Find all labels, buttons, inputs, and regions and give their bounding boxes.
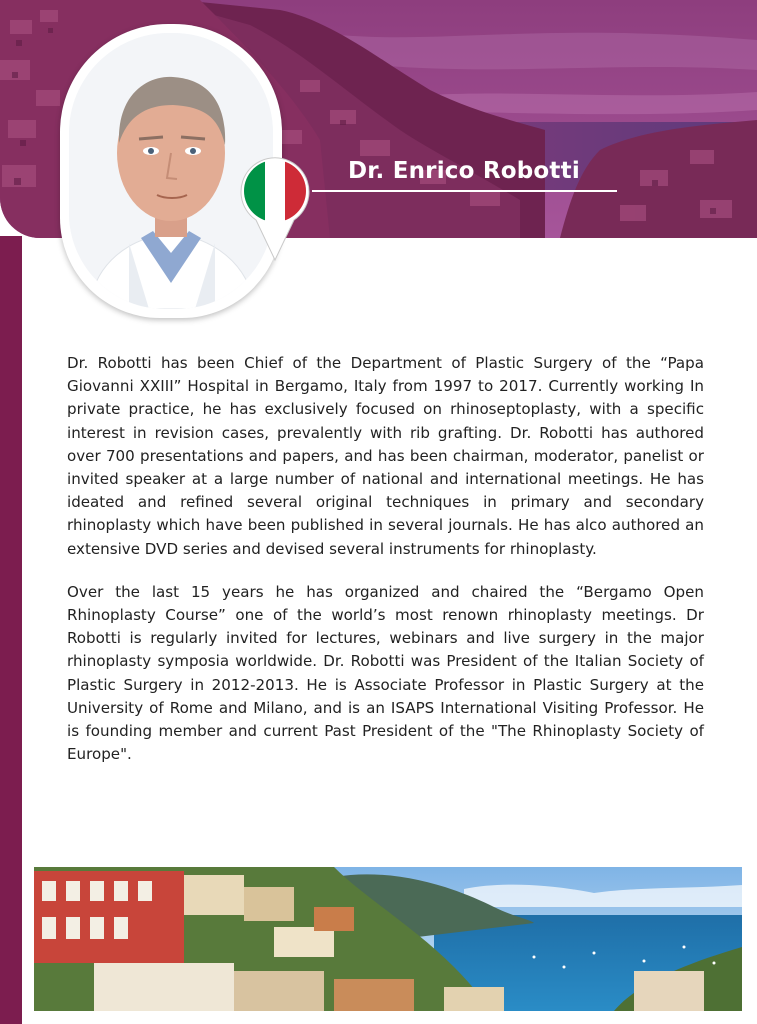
positano-footer-image [34,867,742,1011]
italy-flag-icon [238,154,312,262]
bio-paragraph-1: Dr. Robotti has been Chief of the Department of Plastic Surgery of the “Papa Giovanni XXIII” Hospital in Bergamo, Italy from 1997 to 2017. Currently working In private practice, he has exclusively focused on rhinoseptoplasty, with a specific interest in revision cases, prevalently with rib grafting. Dr. Robotti has authored over 700 presentations and papers, and has been chairman, moderator, panelist or invited speaker at a large number of national and international meetings. He has ideated and refined several original techniques in primary and secondary rhinoplasty which have been published in several journals. He has alco authored an extensive DVD series and devised several instruments for rhinoplasty. [67,354,704,558]
accent-side-bar [0,236,22,1024]
biography [67,352,704,786]
doctor-name: Dr. Enrico Robotti [348,158,580,184]
name-underline [312,190,617,192]
bio-paragraph-2: Over the last 15 years he has organized and chaired the “Bergamo Open Rhinoplasty Course” one of the world’s most renown rhinoplasty meetings. Dr Robotti is regularly invited for lectures, webinars and live surgery in the major rhinoplasty symposia worldwide. Dr. Robotti was President of the Italian Society of Plastic Surgery in 2012-2013. He is Associate Professor in Plastic Surgery at the University of Rome and Milano, and is an ISAPS International Visiting Professor. He is founding member and current Past President of the "The Rhinoplasty Society of Europe". [67,582,704,764]
